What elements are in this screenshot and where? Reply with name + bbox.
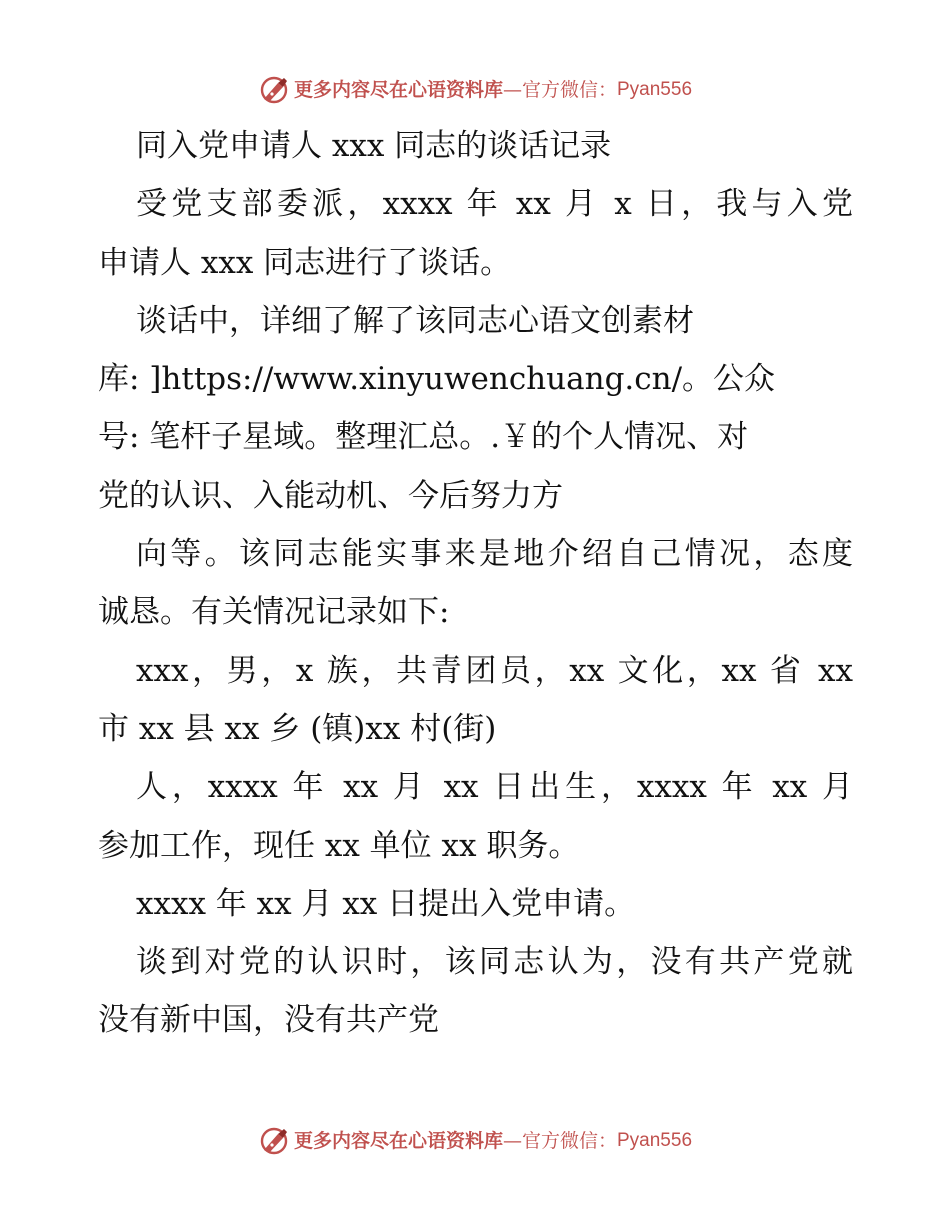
- pen-nib-logo-icon: [258, 1126, 290, 1156]
- banner-wechat-id: Pyan556: [617, 79, 693, 100]
- paragraph-line: 谈到对党的认识时，该同志认为，没有共产党就: [136, 944, 853, 981]
- paragraph-line: 党的认识、入能动机、今后努力方: [98, 477, 563, 514]
- document-body: [98, 117, 853, 1050]
- paragraph-line: xxxx 年 xx 月 xx 日提出入党申请。: [136, 885, 636, 922]
- paragraph-line: 诚恳。有关情况记录如下:: [98, 594, 450, 631]
- header-banner: [0, 74, 950, 105]
- banner-main-text: 更多内容尽在心语资料库: [293, 1130, 503, 1152]
- paragraph-line: 库: ]https://www.xinyuwenchuang.cn/。公众: [98, 361, 776, 398]
- paragraph-line: 人，xxxx 年 xx 月 xx 日出生，xxxx 年 xx 月: [136, 769, 853, 806]
- pen-nib-logo-icon: [258, 75, 290, 105]
- paragraph-line: xxx，男，x 族，共青团员，xx 文化，xx 省 xx: [136, 652, 853, 689]
- document-title: 同入党申请人 xxx 同志的谈话记录: [136, 128, 612, 164]
- paragraph-line: 申请人 xxx 同志进行了谈话。: [98, 244, 512, 281]
- footer-banner: [0, 1125, 950, 1156]
- banner-wechat-id: Pyan556: [617, 1130, 693, 1151]
- paragraph-line: 没有新中国，没有共产党: [98, 1002, 439, 1039]
- paragraph-line: 市 xx 县 xx 乡 (镇)xx 村(街): [98, 710, 497, 747]
- paragraph-line: 谈话中，详细了解了该同志心语文创素材: [136, 302, 694, 339]
- banner-wechat-label: 官方微信：: [521, 79, 617, 101]
- banner-separator: —: [502, 79, 522, 101]
- banner-main-text: 更多内容尽在心语资料库: [293, 79, 503, 101]
- banner-wechat-label: 官方微信：: [521, 1130, 617, 1152]
- banner-separator: —: [502, 1130, 522, 1152]
- paragraph-line: 受党支部委派，xxxx 年 xx 月 x 日，我与入党: [136, 186, 853, 223]
- paragraph-line: 向等。该同志能实事来是地介绍自己情况，态度: [136, 536, 853, 573]
- paragraph-line: 号: 笔杆子星域。整理汇总。.￥的个人情况、对: [98, 419, 749, 456]
- paragraph-line: 参加工作，现任 xx 单位 xx 职务。: [98, 827, 580, 864]
